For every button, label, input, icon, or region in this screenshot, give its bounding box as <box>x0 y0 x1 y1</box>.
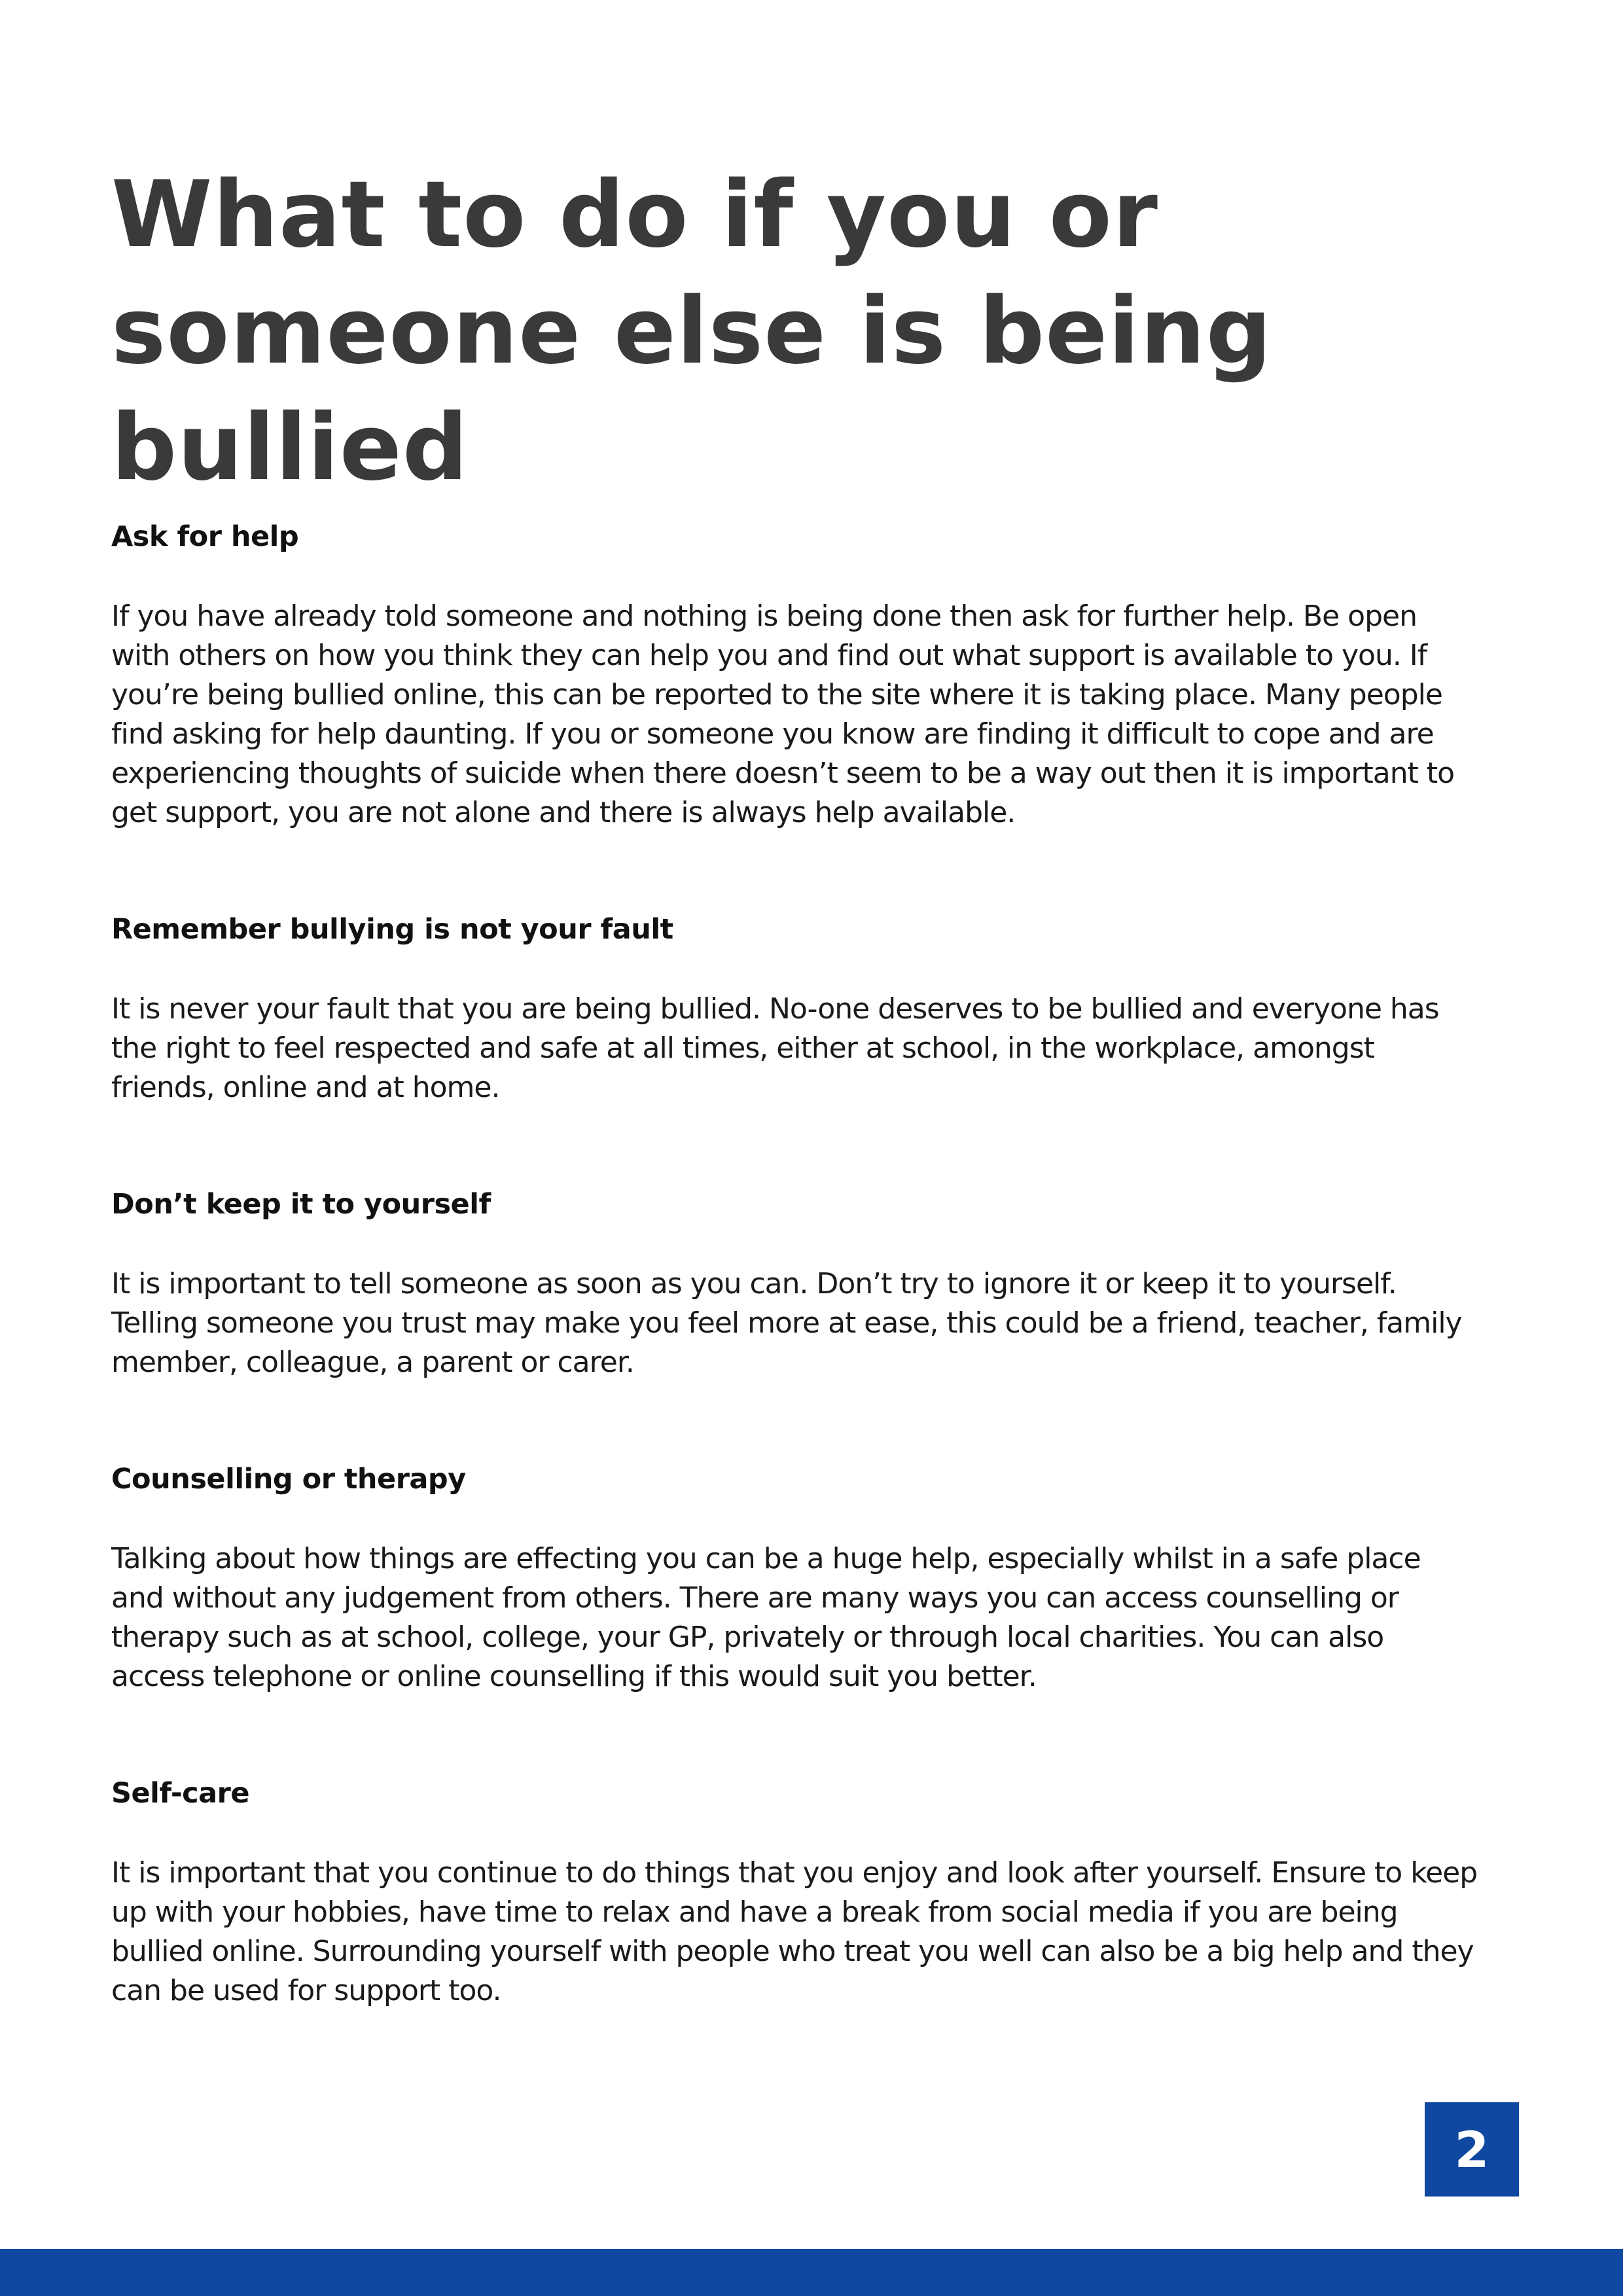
footer-bar <box>0 2249 1623 2296</box>
section-body: If you have already told someone and nothing is being done then ask for further help. Be open with others on how you think they can help you and find out what support is available to you. If you’re being bullied online, this can be reported to the site where it is taking place. Many people find asking for help daunting. If you or someone you know are finding it difficult to cope and are experiencing thoughts of suicide when there doesn’t seem to be a way out then it is important to get support, you are not alone and there is always help available. <box>111 600 1454 829</box>
section-counselling <box>111 1460 1479 1696</box>
page-title: What to do if you or someone else is being bullied <box>111 162 1272 501</box>
section-not-your-fault <box>111 910 1479 1107</box>
section-self-care <box>111 1774 1479 2011</box>
section-body: It is important that you continue to do things that you enjoy and look after yourself. Ensure to keep up with your hobbies, have time to relax and have a break from social media if you are being bullied online. Surrounding yourself with people who treat you well can also be a big help and they can be used for support too. <box>111 1856 1478 2007</box>
section-heading: Remember bullying is not your fault <box>111 913 673 946</box>
page-number: 2 <box>1454 2120 1489 2179</box>
section-dont-keep-it <box>111 1185 1479 1382</box>
section-body: It is never your fault that you are being bullied. No-one deserves to be bullied and everyone has the right to feel respected and safe at all times, either at school, in the workplace, amongst friends, online and at home. <box>111 992 1439 1104</box>
section-heading: Self-care <box>111 1777 250 1810</box>
section-heading: Ask for help <box>111 520 299 553</box>
section-ask-for-help <box>111 517 1479 833</box>
page-number-badge <box>1425 2102 1519 2197</box>
section-body: It is important to tell someone as soon as you can. Don’t try to ignore it or keep it to yourself. Telling someone you trust may make you feel more at ease, this could be a friend, teacher, family member, colleague, a parent or carer. <box>111 1267 1462 1379</box>
section-heading: Don’t keep it to yourself <box>111 1188 491 1221</box>
page-content <box>111 517 1479 2088</box>
section-heading: Counselling or therapy <box>111 1463 466 1496</box>
section-body: Talking about how things are effecting you can be a huge help, especially whilst in a safe place and without any judgement from others. There are many ways you can access counselling or therapy such as at school, college, your GP, privately or through local charities. You can also access telephone or online counselling if this would suit you better. <box>111 1542 1421 1693</box>
